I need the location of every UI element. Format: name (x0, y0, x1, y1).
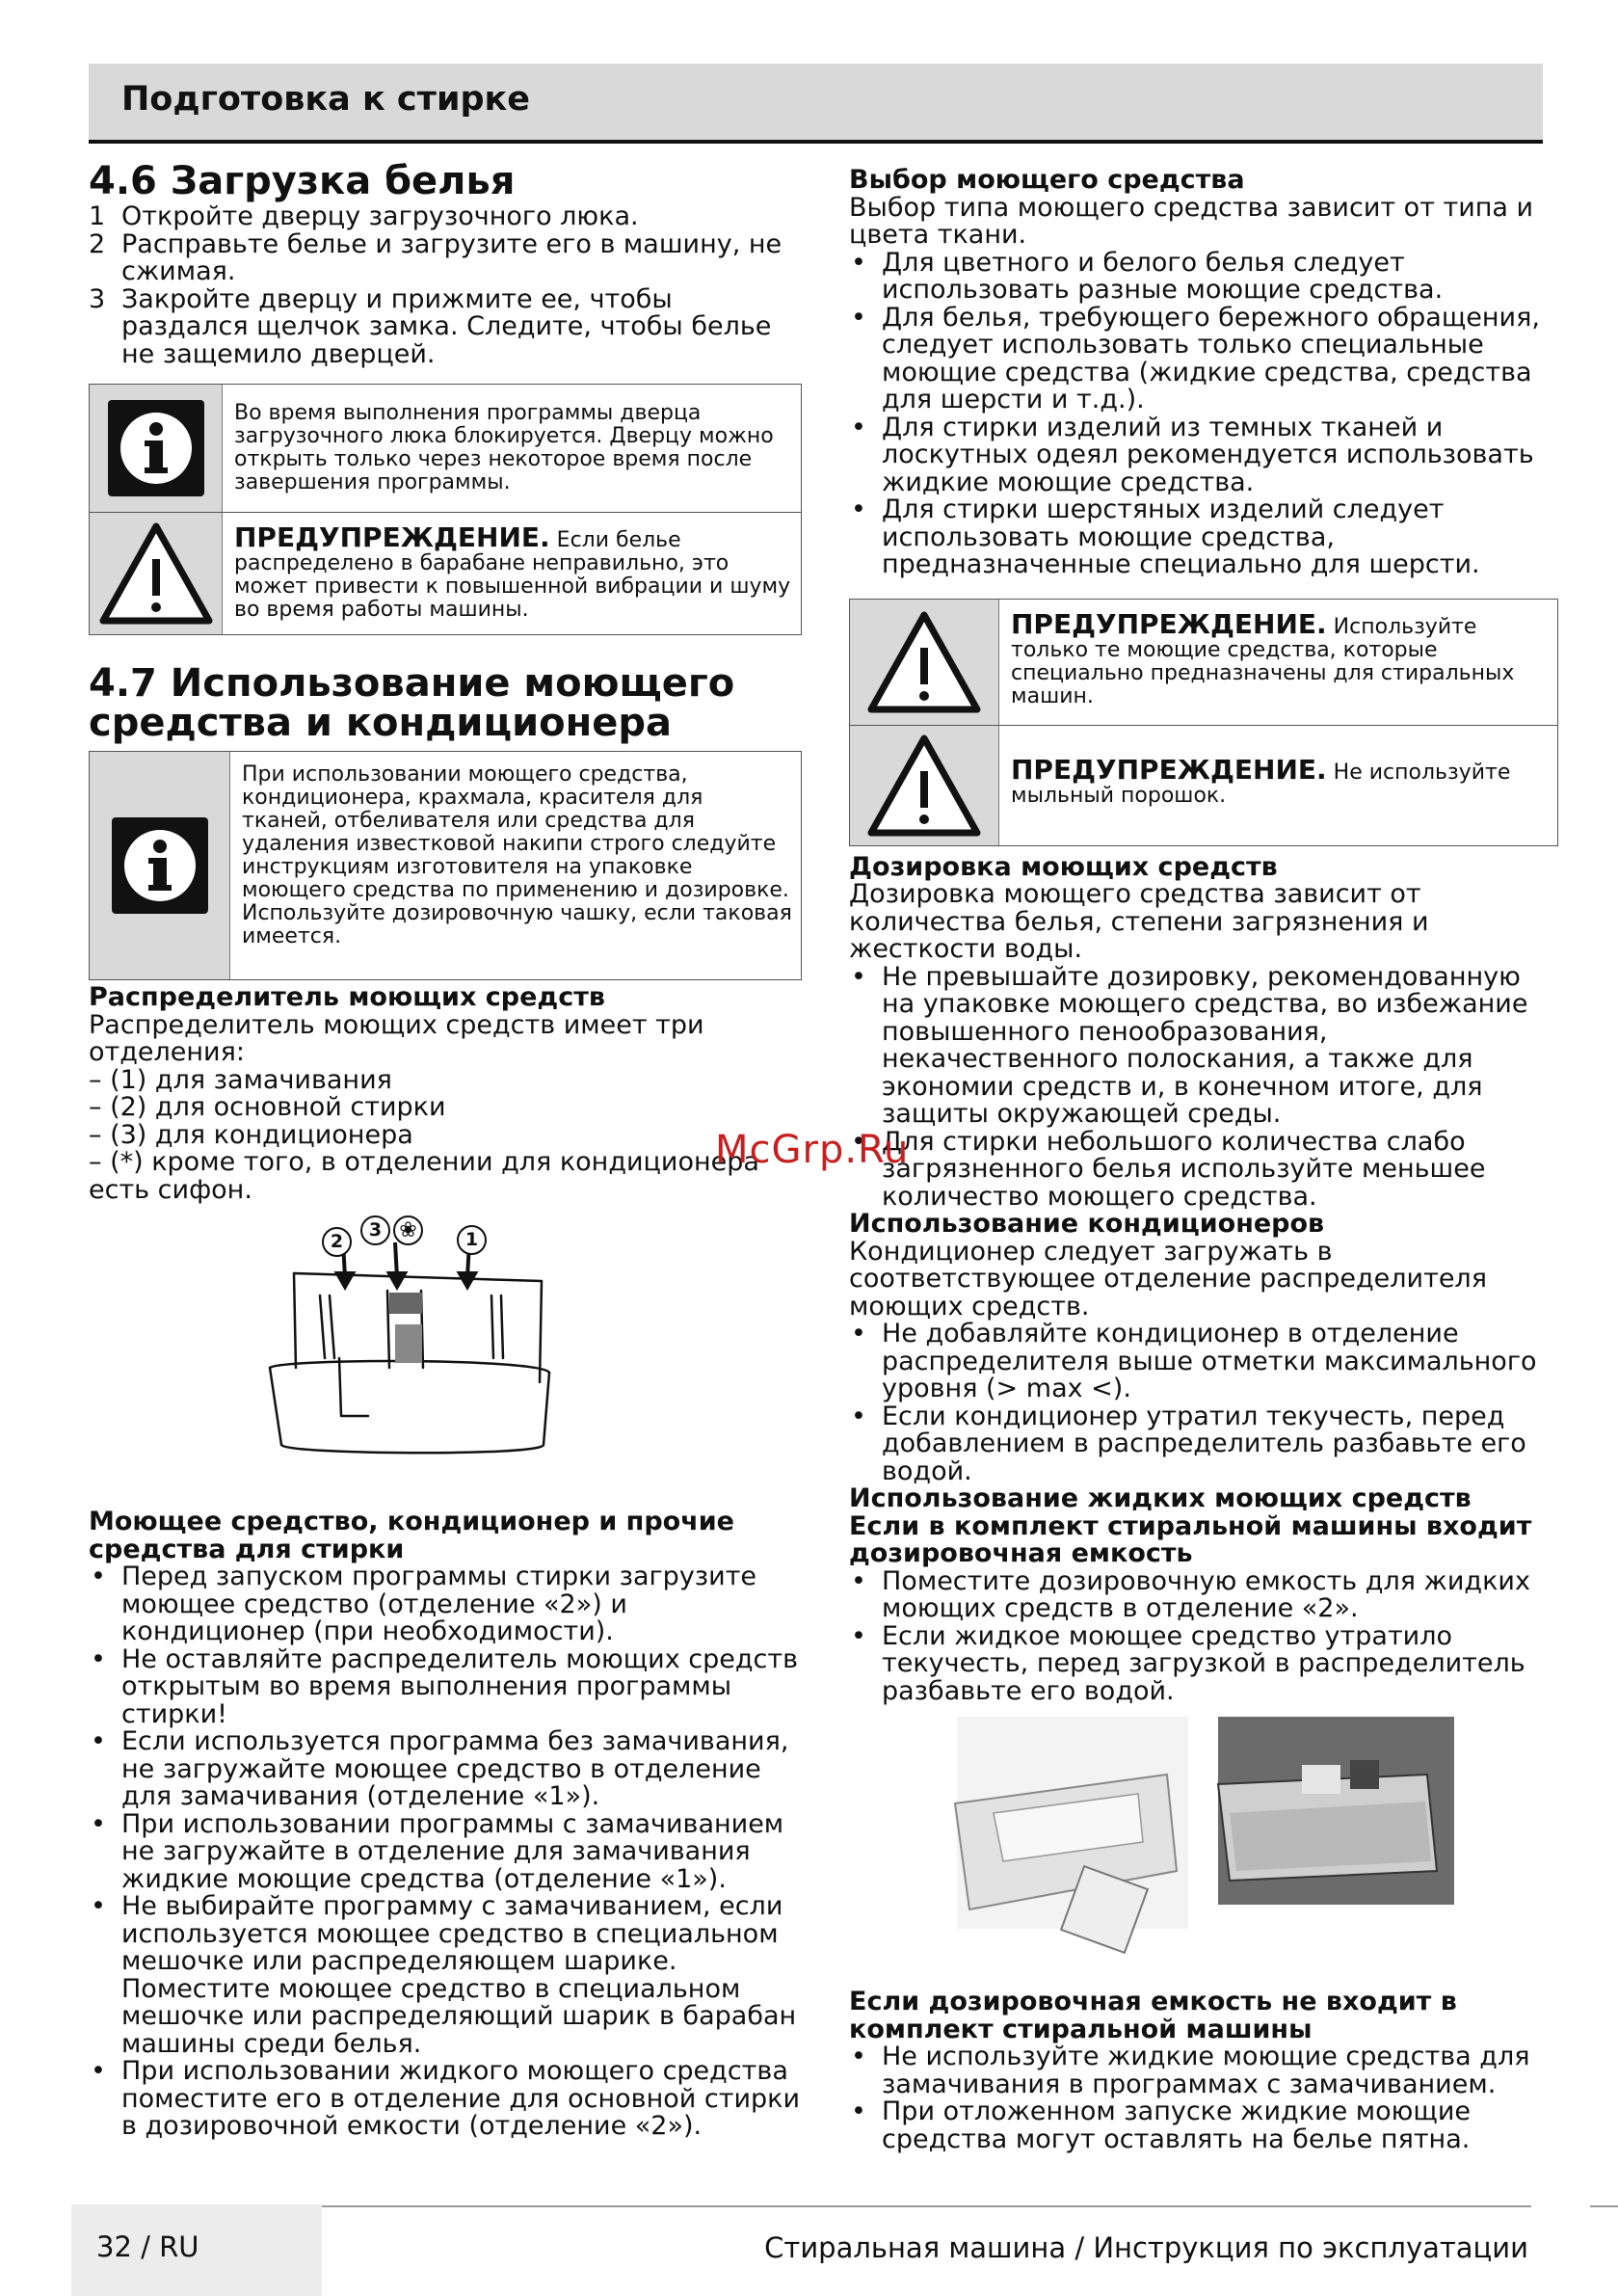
section-header-title: Подготовка к стирке (121, 80, 531, 119)
list-item: • Для цветного и белого белья следует использовать разные моющие средства. (849, 250, 1558, 305)
step-item: 3 Закройте дверцу и прижмите ее, чтобы раздался щелчок замка. Следите, чтобы белье не защемило дверцей. (89, 283, 772, 369)
list-item: • Не используйте жидкие моющие средства для замачивания в программах с замачиванием. (849, 2043, 1558, 2098)
warning-label: ПРЕДУПРЕЖДЕНИЕ. (1011, 607, 1327, 640)
list-item: • Для стирки шерстяных изделий следует использовать моющие средства, предназначенные специально для шерсти. (849, 496, 1558, 579)
softener-list (849, 1321, 1558, 1485)
list-item: • При использовании программы с замачиванием не загружайте в отделение для замачивания жидкие моющие средства (отделение «1»). (89, 1811, 802, 1894)
warning-text: Не используйте мыльный порошок. (1011, 760, 1511, 808)
loading-steps (89, 203, 802, 368)
warning-label: ПРЕДУПРЕЖДЕНИЕ. (234, 521, 550, 553)
warning-triangle-icon (99, 522, 213, 625)
watermark: McGrp.Ru (715, 1128, 910, 1172)
list-item: • Для белья, требующего бережного обращения, следует использовать только специальные моющие средства (жидкие средства, средства для шерсти и т.д.). (849, 305, 1558, 414)
section-4-6-title: 4.6 Загрузка белья (89, 159, 516, 203)
list-item: • Не оставляйте распределитель моющих средств открытым во время выполнения программы стирки! (89, 1646, 802, 1729)
list-item: • Поместите дозировочную емкость для жидких моющих средств в отделение «2». (849, 1568, 1558, 1623)
nocup-heading: Если дозировочная емкость не входит в комплект стиральной машины (849, 1987, 1457, 2044)
list-item: • Для стирки небольшого количества слабо загрязненного белья используйте меньшее количество моющего средства. (849, 1129, 1558, 1212)
right-column (849, 167, 1558, 2153)
list-item: • Если жидкое моющее средство утратило текучесть, перед загрузкой в распределитель разбавьте его водой. (849, 1623, 1558, 1706)
warning-triangle-icon (867, 611, 981, 713)
warning-label: ПРЕДУПРЕЖДЕНИЕ. (1011, 753, 1327, 786)
warning-text: Используйте только те моющие средства, которые специально предназначены для стиральных машин. (1011, 614, 1515, 708)
list-item: • Если используется программа без замачивания, не загружайте моющее средство в отделение для замачивания (отделение «1»). (89, 1728, 802, 1811)
warning-notice-machine-detergent (849, 599, 1558, 726)
left-column (89, 159, 802, 2141)
step-item: 1 Откройте дверцу загрузочного люка. (89, 201, 639, 231)
dispenser-heading: Распределитель моющих средств (89, 982, 605, 1012)
nocup-list (849, 2043, 1558, 2153)
compartment-3-label: 3 (360, 1215, 390, 1245)
compartment-1-label: 1 (457, 1225, 487, 1255)
dispenser-intro: Распределитель моющих средств имеет три отделения: (89, 1009, 704, 1067)
choice-list (849, 247, 1558, 579)
softener-intro: Кондиционер следует загружать в соответствующее отделение распределителя моющих средств. (849, 1236, 1487, 1322)
liquid-heading: Использование жидких моющих средств (849, 1483, 1472, 1513)
warning-notice-soap-powder (849, 726, 1558, 846)
footer-divider (322, 2205, 1531, 2207)
list-item: • Не выбирайте программу с замачиванием, если используется моющее средство в специальном мешочке или распределяющем шарике. Поместите моющее средство в специальном мешочке или распределяющий шарик в барабан машины среди белья. (89, 1893, 802, 2058)
warning-text: Если белье распределено в барабане неправильно, это может привести к повышенной вибрации и шуму во время работы машины. (234, 528, 791, 622)
list-item: • Для стирки изделий из темных тканей и лоскутных одеял рекомендуется использовать жидкие моющие средства. (849, 414, 1558, 497)
dispenser-diagram (89, 1214, 802, 1483)
info-icon (112, 817, 208, 914)
list-item: • Не превышайте дозировку, рекомендованную на упаковке моющего средства, во избежание повышенного пенообразования, некачественного полоскания, а также для экономии средств и, в конечном итоге, для защиты окружающей среды. (849, 964, 1558, 1129)
dispenser-item: – (1) для замачивания (89, 1064, 392, 1095)
dispenser-drawer-photo (849, 1717, 1558, 1977)
softener-heading: Использование кондиционеров (849, 1209, 1325, 1239)
list-item: • При использовании жидкого моющего средства поместите его в отделение для основной стирки в дозировочной емкости (отделение «2»). (89, 2058, 802, 2141)
detergent-heading: Моющее средство, кондиционер и прочие средства для стирки (89, 1507, 734, 1564)
list-item: • Не добавляйте кондиционер в отделение распределителя выше отметки максимального уровня (> max <). (849, 1321, 1558, 1403)
list-item: • При отложенном запуске жидкие моющие средства могут оставлять на белье пятна. (849, 2098, 1558, 2153)
page-number: 32 / RU (96, 2230, 199, 2263)
warning-triangle-icon (867, 734, 981, 837)
dispenser-item: – (*) кроме того, в отделении для кондиционера есть сифон. (89, 1147, 759, 1205)
footer-document-title: Стиральная машина / Инструкция по эксплуатации (764, 2231, 1528, 2264)
step-item: 2 Расправьте белье и загрузите его в машину, не сжимая. (89, 228, 782, 286)
info-notice-detergent-use (89, 751, 802, 980)
snowflake-icon: ❀ (393, 1215, 423, 1245)
section-header-bar (89, 64, 1543, 144)
dosage-list (849, 961, 1558, 1212)
dispenser-drawing (89, 1214, 802, 1483)
dispenser-photos (849, 1717, 1558, 1977)
info-notice-text: Во время выполнения программы дверца загрузочного люка блокируется. Дверцу можно открыть только через некоторое время после завершения программы. (234, 401, 774, 494)
info-notice-door-lock (89, 384, 802, 513)
detergent-list (89, 1563, 802, 2141)
dispenser-item: – (3) для кондиционера (89, 1119, 413, 1150)
dosage-intro: Дозировка моющего средства зависит от количества белья, степени загрязнения и жесткости воды. (849, 879, 1429, 964)
section-4-7-title: 4.7 Использование моющего средства и кондиционера (89, 661, 735, 745)
list-item: • Перед запуском программы стирки загрузите моющее средство (отделение «2») и кондиционер (при необходимости). (89, 1563, 802, 1646)
dosage-heading: Дозировка моющих средств (849, 851, 1278, 882)
choice-intro: Выбор типа моющего средства зависит от типа и цвета ткани. (849, 192, 1534, 250)
choice-heading: Выбор моющего средства (849, 165, 1245, 195)
info-notice-text: При использовании моющего средства, кондиционера, крахмала, красителя для тканей, отбеливателя или средства для удаления известковой накипи строго следуйте инструкциям изготовителя на упаковке моющего средства по применению и дозировке. Используйте дозировочную чашку, если таковая имеется. (242, 762, 792, 948)
liquid-subheading: Если в комплект стиральной машины входит дозировочная емкость (849, 1510, 1532, 1568)
liquid-list (849, 1565, 1558, 1706)
dispenser-item: – (2) для основной стирки (89, 1092, 446, 1122)
footer-divider-end (1590, 2205, 1618, 2207)
footer-page-box (71, 2204, 322, 2296)
info-icon (108, 400, 204, 496)
list-item: • Если кондиционер утратил текучесть, перед добавлением в распределитель разбавьте его водой. (849, 1403, 1558, 1486)
compartment-2-label: 2 (322, 1227, 352, 1257)
warning-notice-unbalanced (89, 513, 802, 635)
